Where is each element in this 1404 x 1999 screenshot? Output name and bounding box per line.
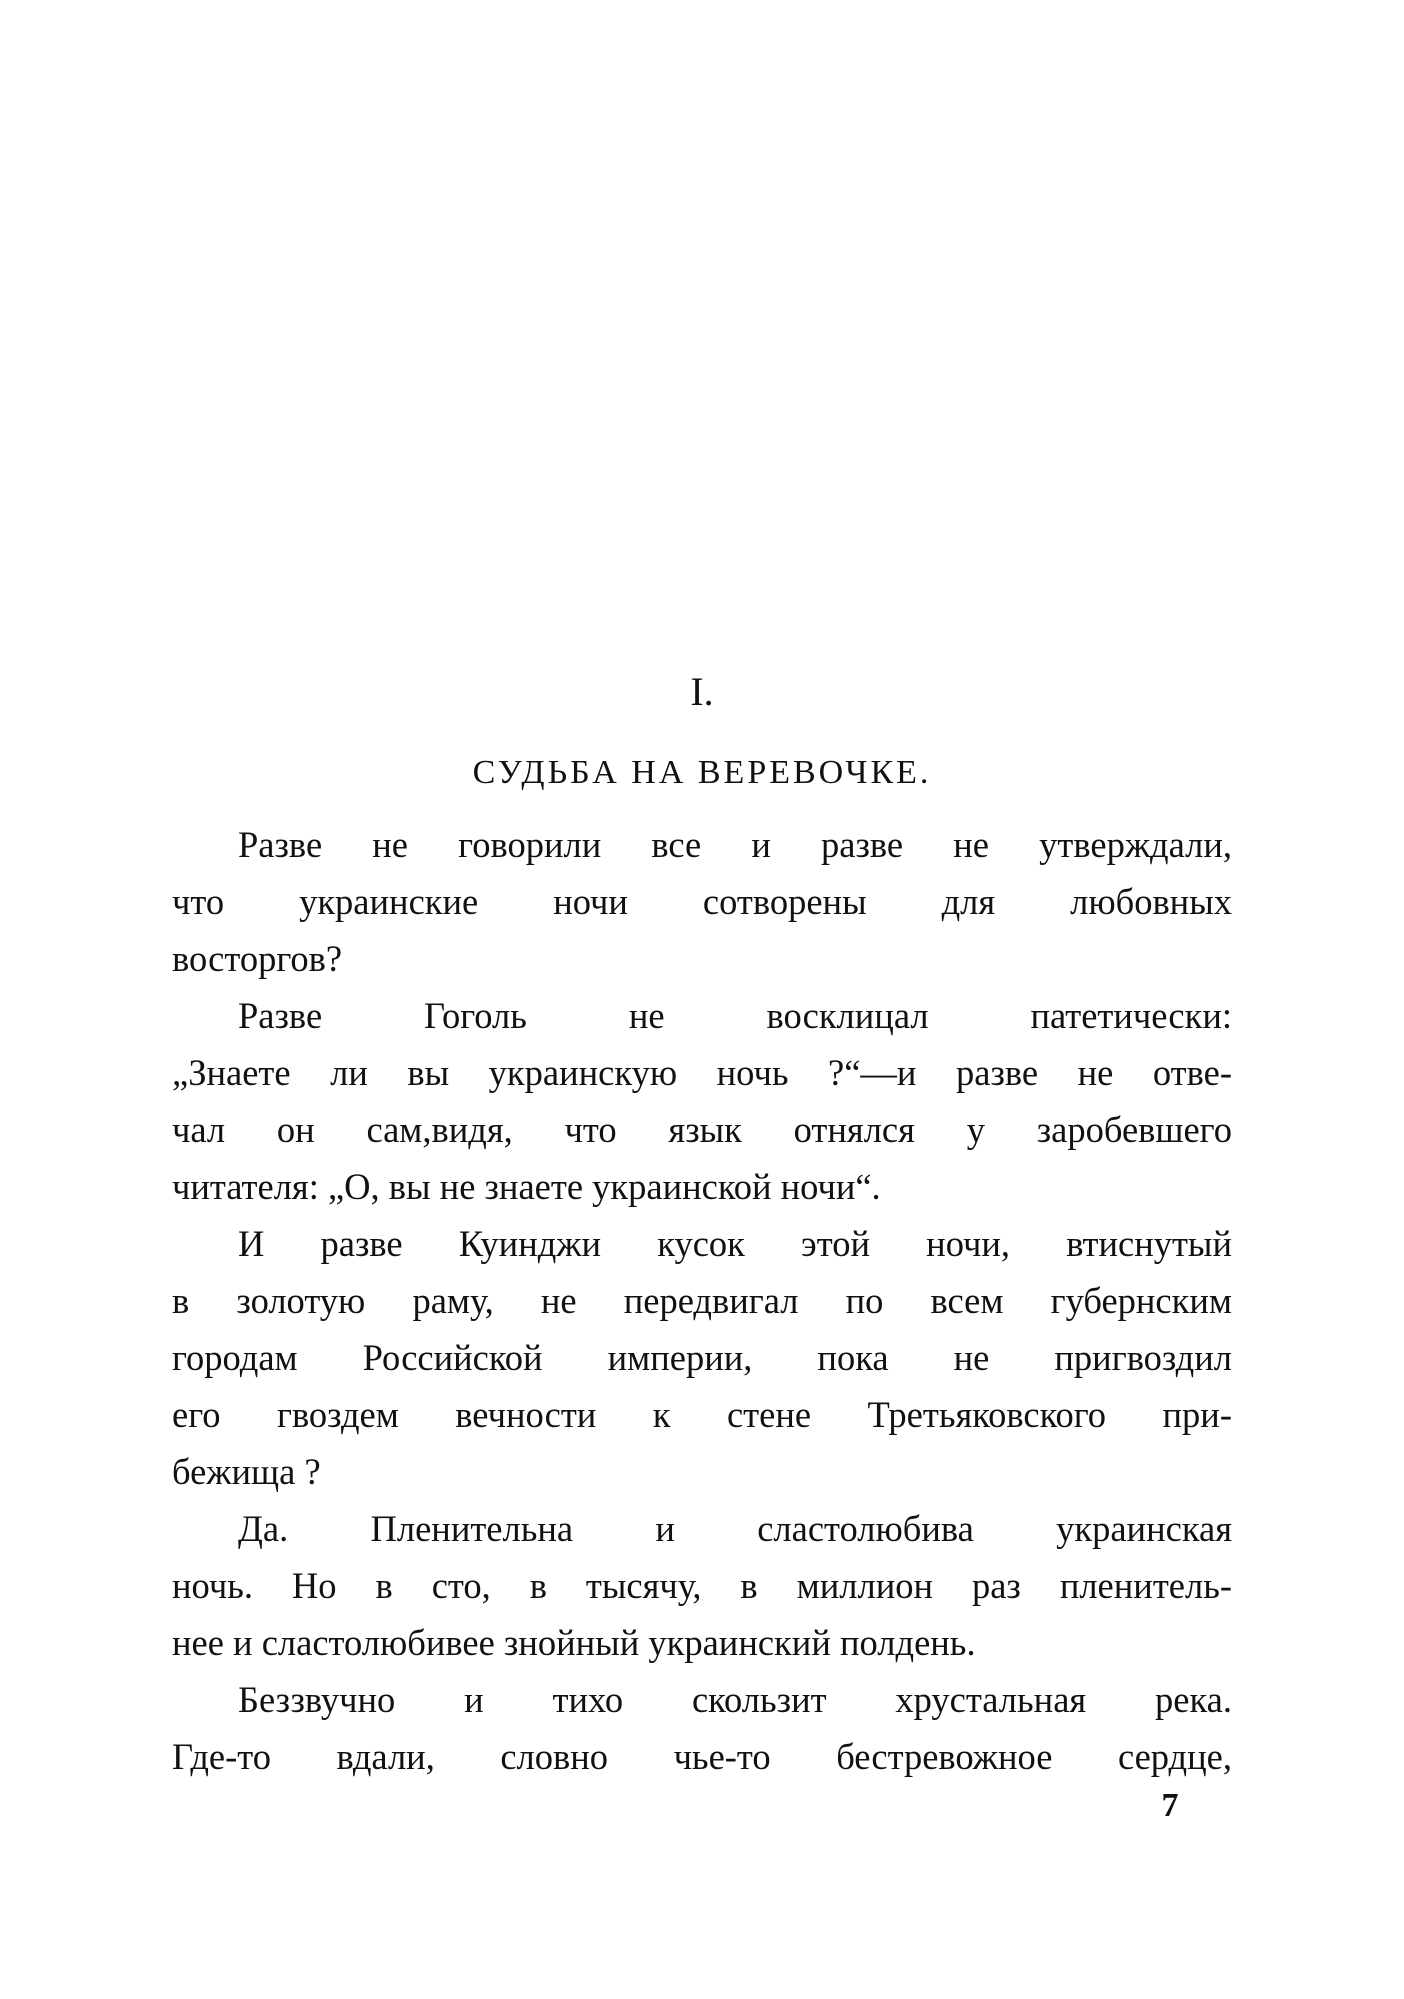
page-number: 7 (1161, 1787, 1179, 1824)
text-line: чал он сам,видя, что язык отнялся у заробевшего (172, 1109, 1232, 1150)
text-line: что украинские ночи сотворены для любовных (172, 881, 1232, 922)
chapter-title: СУДЬБА НА ВЕРЕВОЧКЕ. (472, 754, 932, 791)
text-line: Да. Пленительна и сластолюбива украинская (238, 1508, 1232, 1549)
text-line: его гвоздем вечности к стене Третьяковского при- (172, 1394, 1232, 1435)
text-line: в золотую раму, не передвигал по всем губернским (172, 1280, 1232, 1321)
text-line: ночь. Но в сто, в тысячу, в миллион раз пленитель- (172, 1565, 1232, 1606)
body-text (172, 816, 1232, 1785)
text-line: Разве Гоголь не восклицал патетически: (238, 995, 1232, 1036)
chapter-number: I. (690, 669, 714, 714)
text-line: читателя: „О, вы не знаете украинской ночи“. (172, 1166, 881, 1207)
text-line: Беззвучно и тихо скользит хрустальная река. (238, 1679, 1232, 1720)
text-line: бежища ? (172, 1451, 321, 1492)
text-line: И разве Куинджи кусок этой ночи, втиснутый (238, 1223, 1232, 1264)
text-line: восторгов? (172, 938, 343, 979)
text-line: Где-то вдали, словно чье-то бестревожное сердце, (172, 1736, 1232, 1777)
text-line: Разве не говорили все и разве не утверждали, (238, 824, 1232, 865)
text-line: городам Российской империи, пока не пригвоздил (172, 1337, 1232, 1378)
text-line: нее и сластолюбивее знойный украинский полдень. (172, 1622, 976, 1663)
text-line: „Знаете ли вы украинскую ночь ?“—и разве не отве- (172, 1052, 1232, 1093)
